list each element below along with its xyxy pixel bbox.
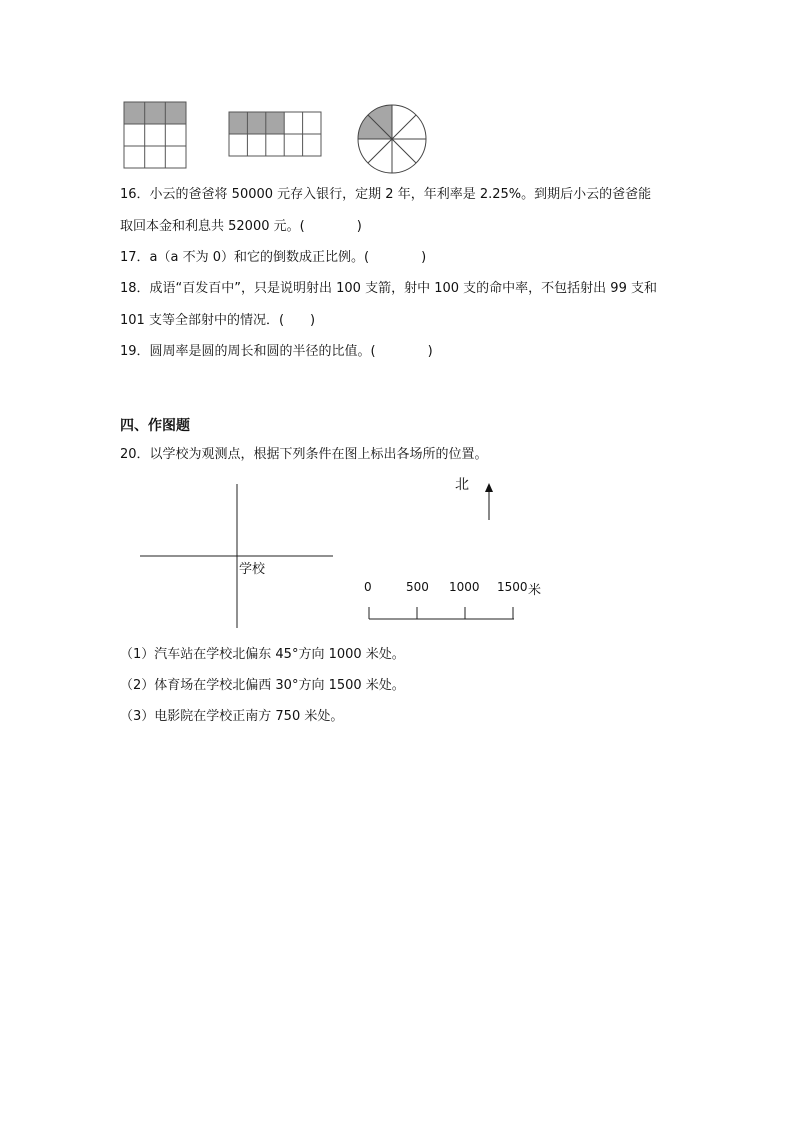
fraction-grid-3x3 — [123, 101, 187, 169]
section-heading: 四、作图题 — [120, 418, 190, 434]
scale-unit: 米 — [528, 583, 542, 598]
fraction-circle — [356, 103, 428, 175]
question-16-line1: 16．小云的爸爸将 50000 元存入银行，定期 2 年，年利率是 2.25%。到期后小云的爸爸能 — [120, 187, 652, 202]
q20-item-3: （3）电影院在学校正南方 750 米处。 — [120, 709, 344, 724]
scale-bar — [368, 605, 518, 621]
question-17: 17．a（a 不为 0）和它的倒数成正比例。( ) — [120, 250, 427, 265]
scale-tick-1000: 1000 — [449, 580, 480, 594]
school-axes — [140, 484, 336, 630]
q20-item-1: （1）汽车站在学校北偏东 45°方向 1000 米处。 — [120, 647, 405, 662]
question-19: 19．圆周率是圆的周长和圆的半径的比值。( ) — [120, 344, 433, 359]
scale-tick-1500: 1500 — [497, 580, 528, 594]
school-label: 学校 — [239, 562, 266, 577]
question-16-line2: 取回本金和利息共 52000 元。( ) — [120, 219, 362, 234]
q20-item-2: （2）体育场在学校北偏西 30°方向 1500 米处。 — [120, 678, 405, 693]
north-label: 北 — [455, 477, 469, 493]
question-20: 20．以学校为观测点，根据下列条件在图上标出各场所的位置。 — [120, 447, 488, 462]
question-18-line2: 101 支等全部射中的情况．( ) — [120, 313, 316, 328]
scale-tick-500: 500 — [406, 580, 429, 594]
scale-tick-0: 0 — [364, 580, 372, 594]
question-18-line1: 18．成语“百发百中”，只是说明射出 100 支箭，射中 100 支的命中率，不包括射出 99 支和 — [120, 281, 657, 296]
north-arrow-icon — [482, 482, 496, 522]
fraction-grid-2x5 — [228, 111, 322, 157]
